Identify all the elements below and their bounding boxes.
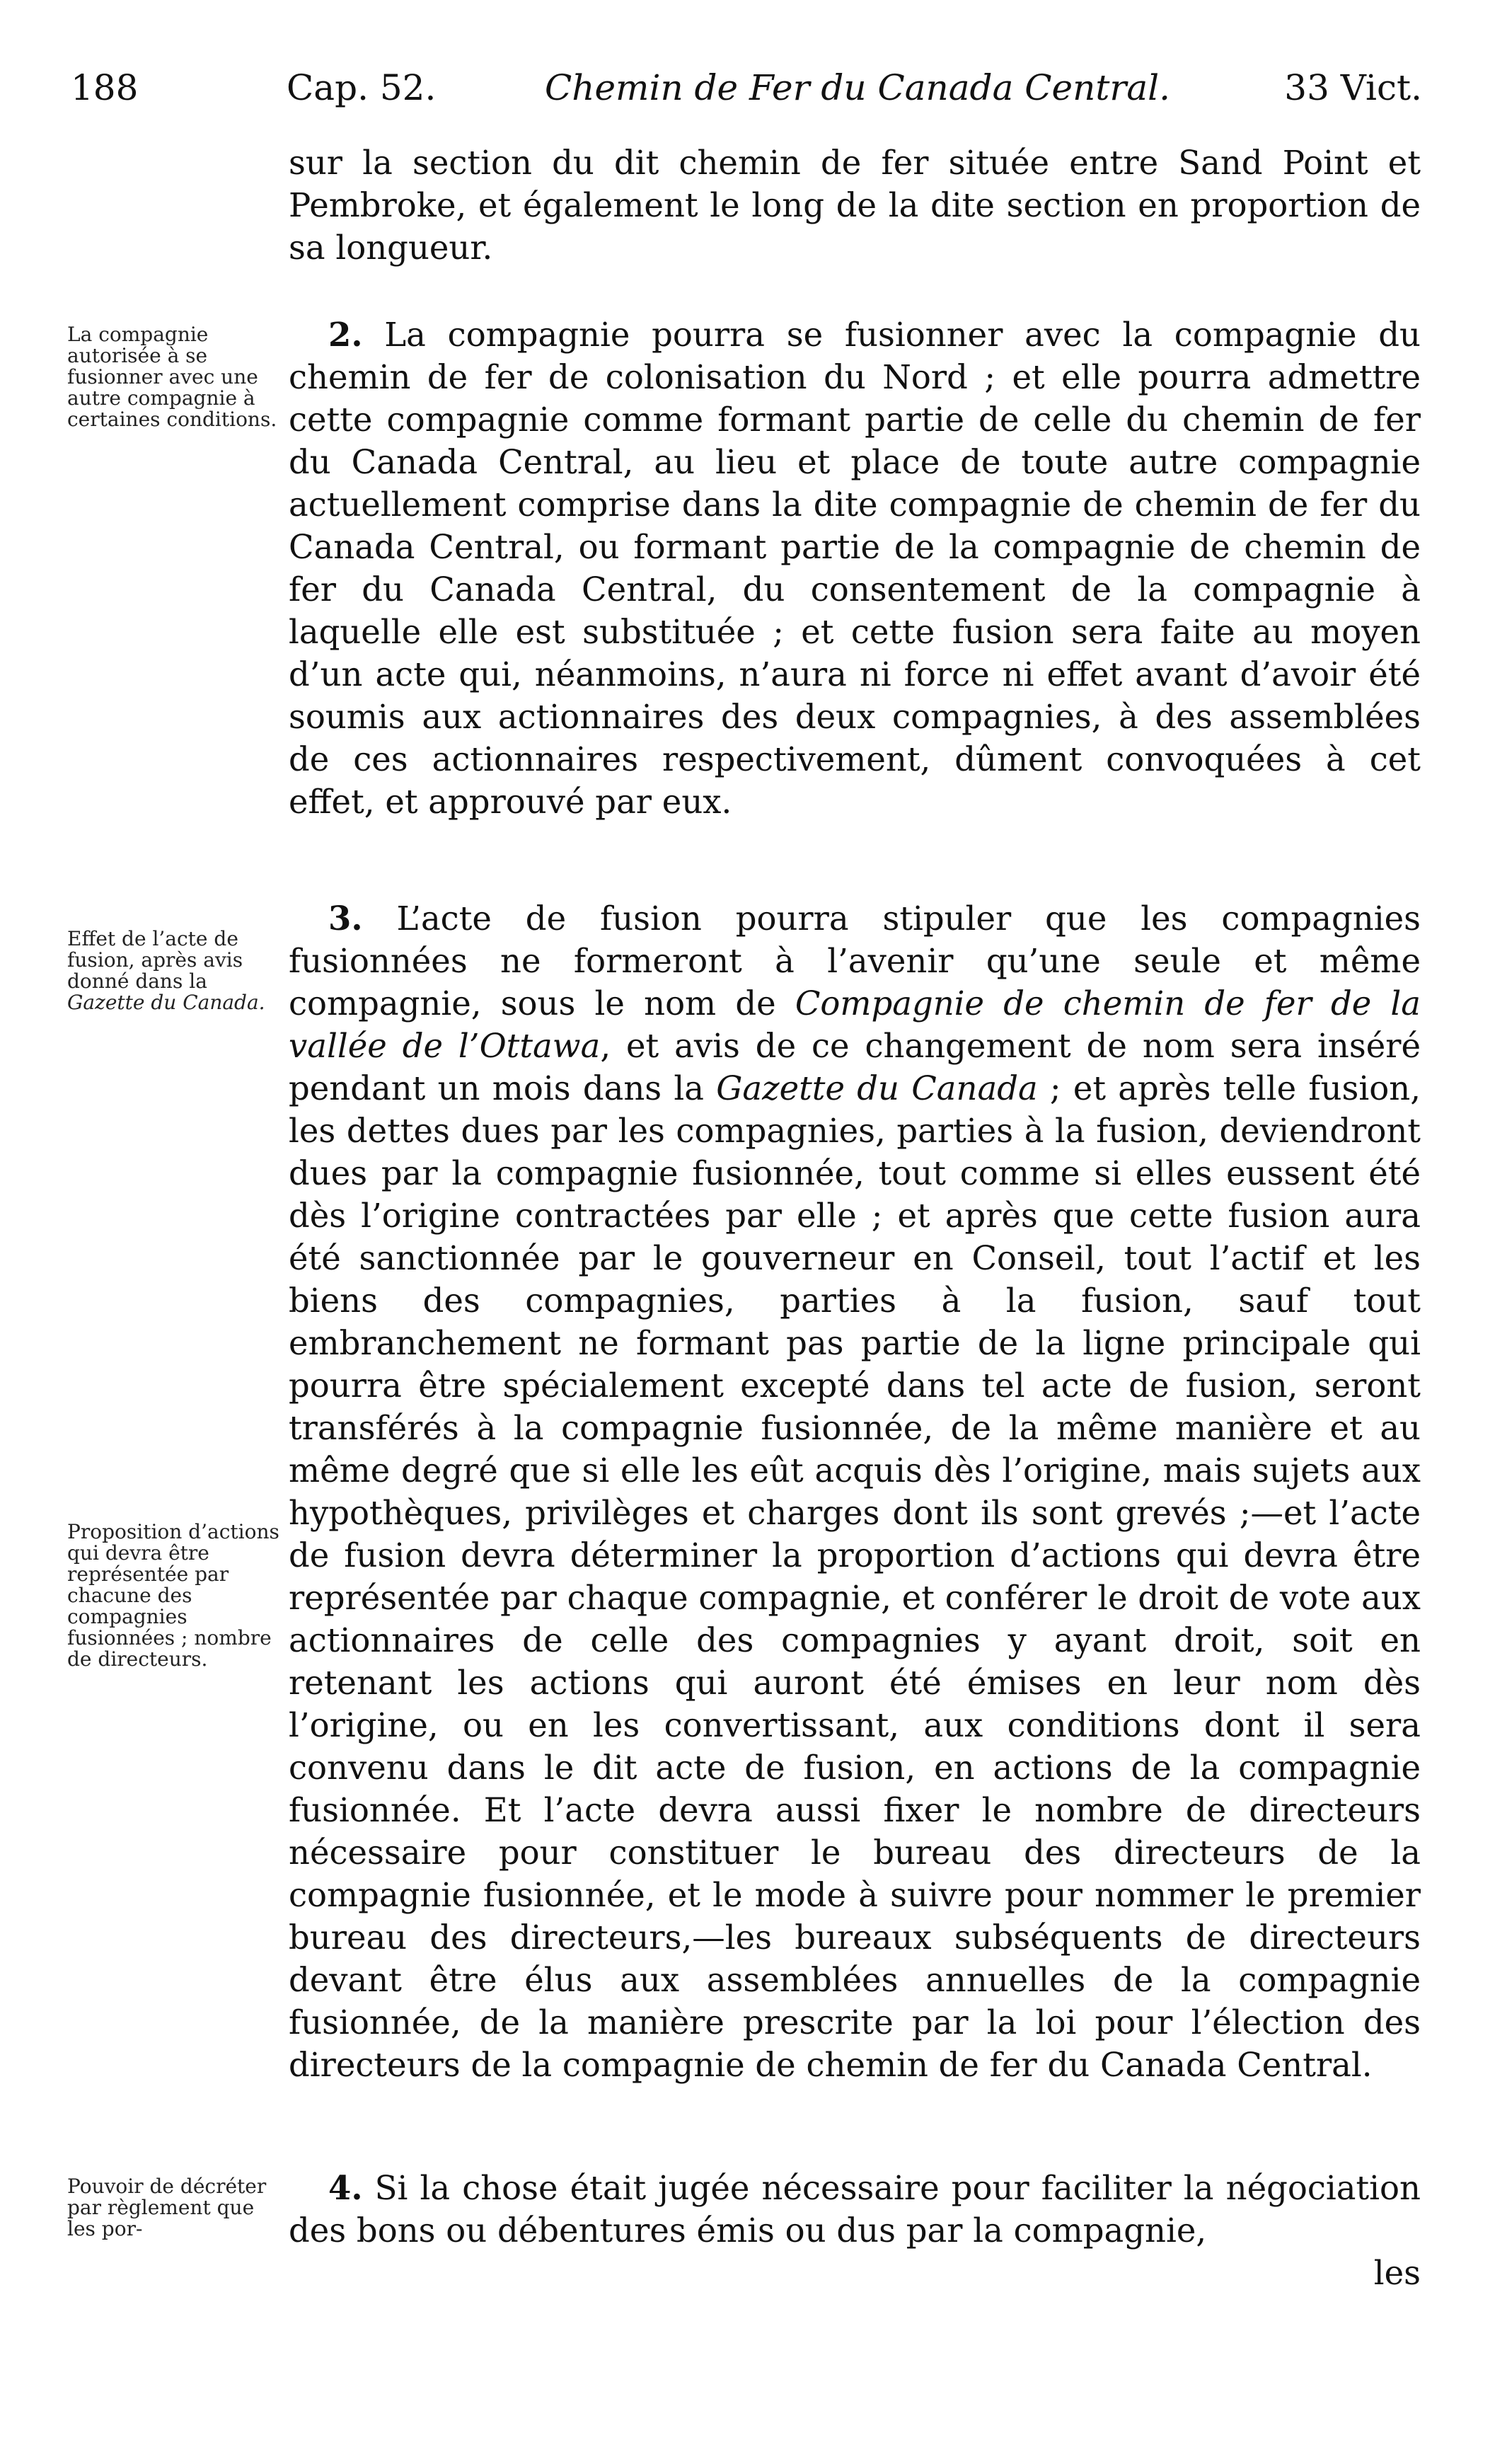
margin-note-section-3-proportion: Proposition d’actions qui devra être représentée par chacune des compagnies fusionnées ; nombre de directeurs. <box>67 1520 279 1671</box>
section-3-text-b: , et avis de ce changement de nom sera inséré pendant un mois dans la <box>289 1027 1421 1107</box>
running-header <box>71 67 1422 117</box>
margin-note-section-2: La compagnie autorisée à se fusionner avec une autre compagnie à certaines conditions. <box>67 323 277 431</box>
continuation-paragraph: sur la section du dit chemin de fer située entre Sand Point et Pembroke, et également le long de la dite section en proportion de sa longueur. <box>289 144 1421 267</box>
section-2-number: 2. <box>328 315 363 354</box>
running-title: Chemin de Fer du Canada Central. <box>545 67 1171 108</box>
section-2-paragraph <box>289 313 1421 823</box>
section-4-paragraph <box>289 2167 1421 2252</box>
margin-note-section-3 <box>67 907 279 1035</box>
margin-note-section-4: Pouvoir de décréter par règlement que les por- <box>67 2175 267 2240</box>
margin-note-section-3-gazette: Gazette du Canada. <box>67 991 265 1014</box>
catchword: les <box>1373 2254 1421 2292</box>
section-4-text: Si la chose était jugée nécessaire pour faciliter la négociation des bons ou débentures émis ou dus par la compagnie, <box>289 2169 1421 2250</box>
chapter-label: Cap. 52. <box>287 67 437 108</box>
section-3-paragraph <box>289 897 1421 2086</box>
page-number: 188 <box>71 67 139 108</box>
section-3-text-a: L’acte de fusion pourra stipuler que les compagnies fusionnées ne formeront à l’avenir qu’une seule et même compagnie, sous le nom de <box>289 899 1421 1023</box>
section-2-text: La compagnie pourra se fusionner avec la compagnie du chemin de fer de colonisation du Nord ; et elle pourra admettre cette compagnie comme formant partie de celle du chemin de fer du Canada Central, au lieu et place de toute autre compagnie actuellement comprise dans la dite compagnie de chemin de fer du Canada Central, ou formant partie de la compagnie de chemin de fer du Canada Central, du consentement de la compagnie à laquelle elle est substituée ; et cette fusion sera faite au moyen d’un acte qui, néanmoins, n’aura ni force ni effet avant d’avoir été soumis aux actionnaires des deux compagnies, à des assemblées de ces actionnaires respectivement, dûment convoquées à cet effet, et approuvé par eux. <box>289 316 1421 821</box>
section-3-company-name: Compagnie de chemin de fer de la vallée de l’Ottawa <box>289 984 1421 1065</box>
section-3-text-c: ; et après telle fusion, les dettes dues par les compagnies, parties à la fusion, deviendront dues par la compagnie fusionnée, tout comme si elles eussent été dès l’origine contractées par elle ; et après que cette fusion aura été sanctionnée par le gouverneur en Conseil, tout l’actif et les biens des compagnies, parties à la fusion, sauf tout embranchement ne formant pas partie de la ligne principale qui pourra être spécialement excepté dans tel acte de fusion, seront transférés à la compagnie fusionnée, de la même manière et au même degré que si elle les eût acquis dès l’origine, mais sujets aux hypothèques, privilèges et charges dont ils sont grevés ;—et l’acte de fusion devra déterminer la proportion d’actions qui devra être représentée par chaque compagnie, et conférer le droit de vote aux actionnaires de celle des compagnies y ayant droit, soit en retenant les actions qui auront été émises en leur nom dès l’origine, ou en les convertissant, aux conditions dont il sera convenu dans le dit acte de fusion, en actions de la compagnie fusionnée. Et l’acte devra aussi fixer le nombre de directeurs nécessaire pour constituer le bureau des directeurs de la compagnie fusionnée, et le mode à suivre pour nommer le premier bureau des directeurs,—les bureaux subséquents de directeurs devant être élus aux assemblées annuelles de la compagnie fusionnée, de la manière prescrite par la loi pour l’élection des directeurs de la compagnie de chemin de fer du Canada Central. <box>289 1069 1421 2084</box>
section-4-number: 4. <box>328 2168 363 2207</box>
regnal-year: 33 Vict. <box>1284 67 1422 108</box>
section-3-number: 3. <box>328 899 363 938</box>
margin-note-section-3-text: Effet de l’acte de fusion, après avis donné dans la <box>67 927 243 993</box>
section-3-gazette: Gazette du Canada <box>716 1069 1038 1107</box>
